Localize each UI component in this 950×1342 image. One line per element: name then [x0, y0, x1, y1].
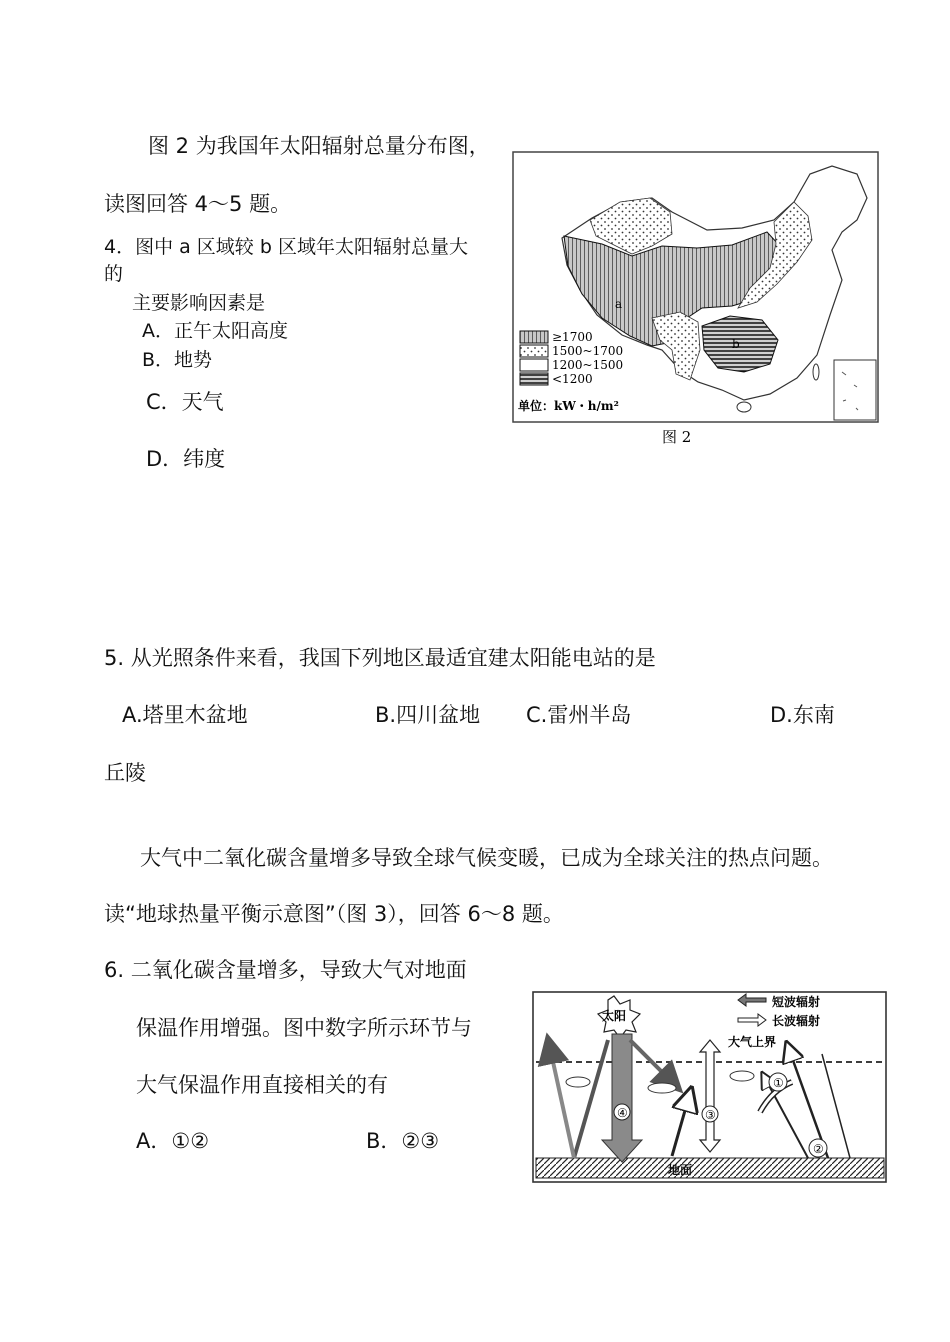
q4-stem-line1: 4．图中 a 区域较 b 区域年太阳辐射总量大 [104, 236, 468, 258]
legend-2: 1500~1700 [552, 344, 624, 358]
q6-intro-line1: 大气中二氧化碳含量增多导致全球气候变暖，已成为全球关注的热点问题。 [140, 846, 833, 870]
label-1: ① [773, 1076, 784, 1090]
region-a-label: a [615, 297, 623, 311]
figure-2-caption: 图 2 [662, 428, 692, 446]
q4-intro-line2: 读图回答 4～5 题。 [104, 192, 292, 216]
legend-long: 长波辐射 [772, 1014, 821, 1028]
figure-2-solar-radiation-map [512, 150, 880, 450]
q4-stem-line3: 主要影响因素是 [132, 292, 266, 314]
q6-option-a: A．①② [136, 1129, 210, 1153]
q5-option-d-cont: 丘陵 [104, 761, 146, 785]
unit-label: 单位：kW・h/m² [518, 399, 619, 413]
q4-stem-line2: 的 [104, 263, 124, 285]
region-b-label: b [732, 337, 740, 351]
q5-option-d: D.东南 [770, 703, 835, 727]
legend-1: ≥1700 [552, 330, 593, 344]
label-4: ④ [617, 1106, 628, 1120]
q5-option-c: C.雷州半岛 [526, 703, 632, 727]
q4-option-c: C．天气 [146, 390, 224, 414]
legend-short: 短波辐射 [772, 995, 821, 1009]
q6-stem-line2: 保温作用增强。图中数字所示环节与 [136, 1016, 472, 1040]
q5-option-b: B.四川盆地 [375, 703, 481, 727]
q4-intro-line1: 图 2 为我国年太阳辐射总量分布图， [148, 134, 490, 158]
upper-boundary-label: 大气上界 [728, 1035, 777, 1049]
q5-option-a: A.塔里木盆地 [122, 703, 248, 727]
q4-option-a: A．正午太阳高度 [142, 320, 288, 342]
legend-3: 1200~1500 [552, 358, 624, 372]
q6-stem-line1: 6. 二氧化碳含量增多，导致大气对地面 [104, 958, 467, 982]
figure-3-heat-balance-diagram [532, 990, 888, 1186]
q6-stem-line3: 大气保温作用直接相关的有 [136, 1073, 388, 1097]
label-3: ③ [705, 1108, 716, 1122]
legend-4: <1200 [552, 372, 593, 386]
q4-option-b: B．地势 [142, 349, 213, 371]
q5-stem: 5. 从光照条件来看，我国下列地区最适宜建太阳能电站的是 [104, 646, 656, 670]
q6-intro-line2: 读“地球热量平衡示意图”（图 3），回答 6～8 题。 [104, 902, 564, 926]
label-2: ② [813, 1142, 824, 1156]
sun-label: 太阳 [602, 1009, 627, 1023]
q4-option-d: D．纬度 [146, 447, 226, 471]
ground-label: 地面 [668, 1163, 693, 1177]
q6-option-b: B．②③ [366, 1129, 440, 1153]
